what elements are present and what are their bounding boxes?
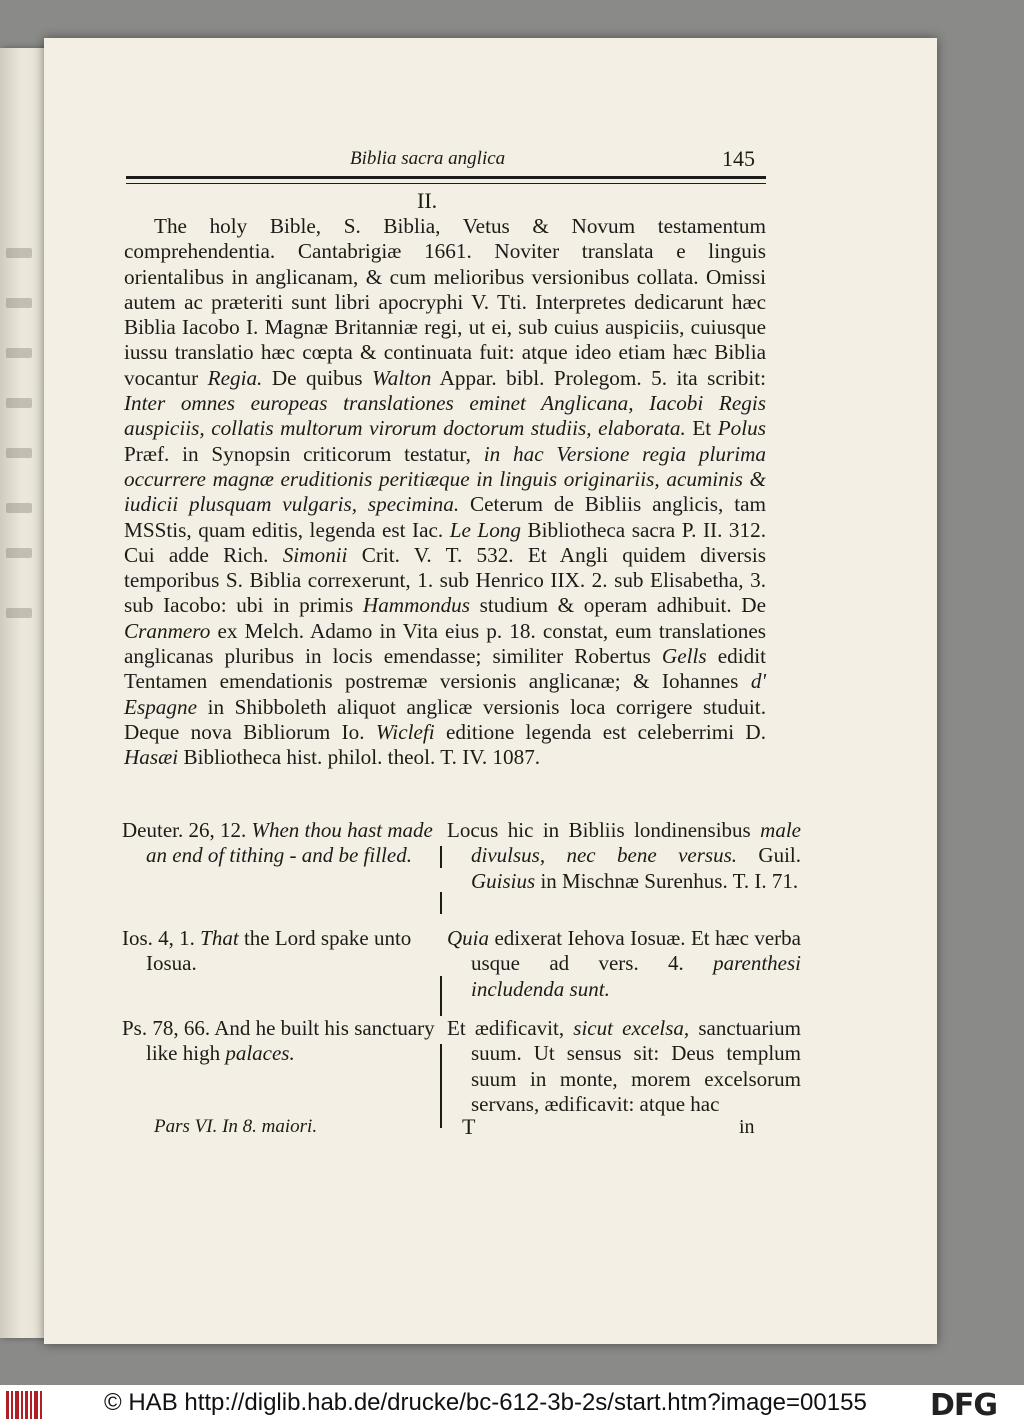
note-commentary [447,926,801,1002]
italic-run: Hammondus [362,593,471,618]
text-run: studium & operam adhibuit. De [470,593,766,618]
running-head: Biblia sacra anglica [350,148,506,169]
note-citation [122,926,454,977]
sheet-signature: T [462,1114,476,1139]
italic-run: That [200,926,239,950]
dfg-logo: DFG [930,1388,998,1423]
text-run: Crit. V. T. 532. Et Angli quidem diversis temporibus S. Biblia correxerunt, 1. sub Henrico IIX. 2. sub Elisabetha, 3. sub Iacobo: ubi in primis [124,542,767,618]
text-run: Et [685,416,718,441]
main-paragraph [124,214,766,771]
italic-run: in hac Versione regia plurima occurrere magnæ eruditionis peritiæque in linguis originariis, acuminis & iudicii plusquam vulgaris, specimina. [124,441,766,517]
italic-run: parenthesi includenda sunt. [471,951,801,1001]
column-divider [440,892,442,914]
text-run: The holy Bible, S. Biblia, Vetus & Novum testamentum comprehendentia. Cantabrigiæ 1661. Noviter translata e linguis orientalibus in anglicanam, & cum melioribus versionibus collata. Omissi autem ac præteriti sunt libri apocryphi V. Tti. Interpretes dedicarunt hæc Biblia Iacobo I. Magnæ Britanniæ regi, ut ei, sub cuius auspiciis, cuiusque iussu translatio hæc cœpta & continuata fuit: atque ideo etiam hæc Biblia vocantur [124,214,766,390]
signature-line: Pars VI. In 8. maiori. [154,1116,318,1137]
catchword: in [739,1116,755,1138]
italic-run: Guisius [471,868,536,893]
book-page [44,38,937,1344]
text-run: edidit Tentamen emendationis postremæ versionis anglicanæ; & Iohannes [124,644,766,694]
text-run: Deuter. 26, 12. [122,818,252,842]
text-run: sanctuarium suum. Ut sensus sit: Deus templum suum in monte, morem excelsorum servans, ædificavit: atque hac [471,1016,801,1116]
italic-run: male divulsus, nec bene versus. [471,818,801,868]
italic-run: d' Espagne [124,669,766,719]
viewer-footer-bar [0,1385,1024,1425]
text-run: Ceterum de Bibliis anglicis, tam MSStis, quam editis, legenda est Iac. [124,492,766,542]
text-run: ex Melch. Adamo in Vita eius p. 18. constat, eum translationes anglicanas pluribus in locis emendasse; similiter Robertus [124,618,766,669]
header-rule-thin [126,183,766,184]
italic-run: Regia. [207,365,263,390]
column-divider [440,976,442,1016]
text-run: editione legenda est celeberrimi D. [434,719,766,744]
italic-run: sicut excelsa, [573,1016,690,1040]
italic-run: Cranmero [124,618,211,643]
italic-run: Hasæi [124,745,179,770]
text-run: Præf. in Synopsin criticorum testatur, [124,441,484,466]
italic-run: Quia [447,926,489,950]
note-citation [122,1016,454,1067]
text-run: Appar. bibl. Prolegom. 5. ita scribit: [431,365,766,390]
italic-run: Polus [717,416,766,441]
column-divider [440,1044,442,1128]
italic-run: Gells [661,644,707,669]
note-row [122,818,801,910]
italic-run: Le Long [449,517,521,542]
barcode-icon [6,1391,42,1419]
text-run: in Shibboleth aliquot anglicæ versionis loca corrigere studuit. Deque nova Bibliorum Io. [124,694,766,744]
italic-run: Inter omnes europeas translationes eminet Anglicana, Iacobi Regis auspiciis, collatis multorum virorum doctorum studiis, elaborata. [124,391,766,441]
text-run: in Mischnæ Surenhus. T. I. 71. [535,868,799,893]
text-run: Guil. [737,843,801,868]
italic-run: Simonii [282,542,348,567]
note-row [122,926,801,1018]
text-run: Ps. 78, 66. And he built his sanctuary like high [122,1016,435,1066]
text-run: Bibliotheca hist. philol. theol. T. IV. 1087. [178,745,541,770]
notes-table [122,818,801,1132]
text-run: edixerat Iehova Iosuæ. Et hæc verba usque ad vers. 4. [471,926,801,976]
column-divider [440,846,442,868]
italic-run: palaces. [225,1041,295,1066]
note-commentary [447,818,801,894]
text-run: Bibliotheca sacra P. II. 312. Cui adde Rich. [124,517,766,567]
text-run: De quibus [262,365,373,390]
credit-link[interactable]: © HAB http://diglib.hab.de/drucke/bc-612-3b-2s/start.htm?image=00155 [104,1389,867,1416]
note-commentary [447,1016,801,1117]
text-run: Et ædificavit, [447,1016,574,1040]
text-run: Ios. 4, 1. [122,926,201,950]
section-number: II. [417,188,438,213]
italic-run: Wiclefi [375,719,435,744]
italic-run: Walton [372,365,432,390]
text-run: Locus hic in Bibliis londinensibus [447,818,761,842]
text-run: the Lord spake unto Iosua. [146,926,412,976]
italic-run: When thou hast made an end of tithing - and be filled. [146,818,433,868]
page-number: 145 [722,146,755,171]
header-rule [126,176,766,179]
note-citation [122,818,454,869]
